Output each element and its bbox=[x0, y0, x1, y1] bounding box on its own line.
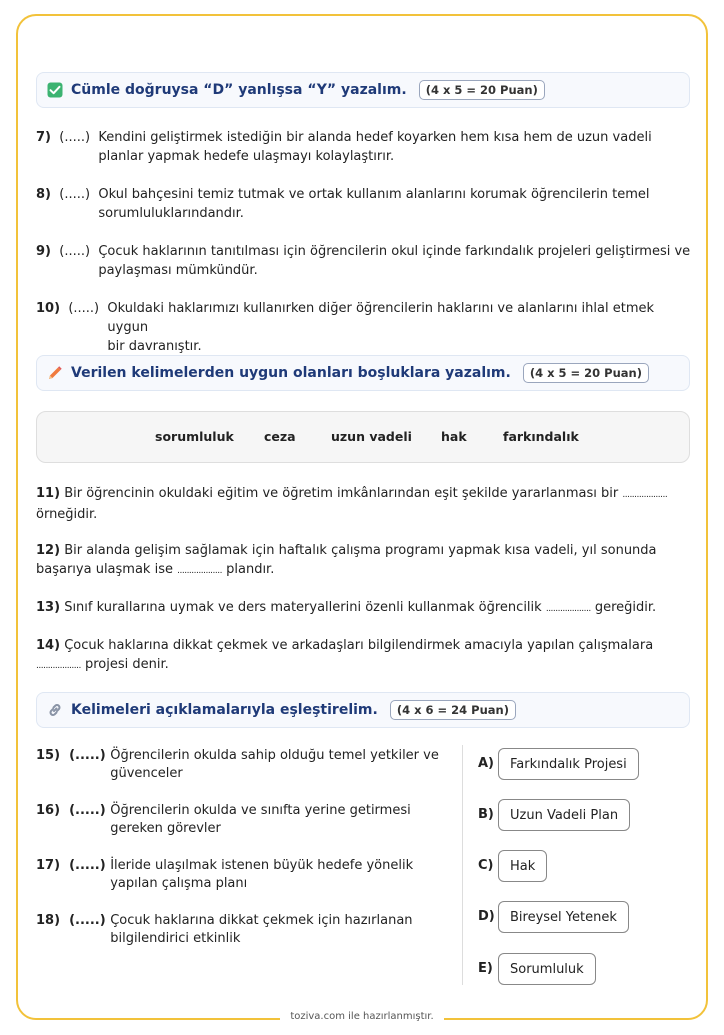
link-icon bbox=[47, 702, 63, 718]
option-letter: E) bbox=[478, 961, 493, 976]
question-number: 13) bbox=[36, 600, 61, 615]
option-box: Hak bbox=[498, 850, 547, 882]
option-letter: B) bbox=[478, 807, 494, 822]
points-badge: (4 x 5 = 20 Puan) bbox=[523, 363, 649, 383]
question-text: İleride ulaşılmak istenen büyük hedefe yönelik bbox=[110, 858, 414, 873]
question-16 bbox=[36, 802, 446, 838]
points-badge: (4 x 6 = 24 Puan) bbox=[390, 700, 516, 720]
footer bbox=[0, 1011, 724, 1022]
option-letter: C) bbox=[478, 858, 494, 873]
question-11 bbox=[36, 484, 696, 524]
question-text: paylaşması mümkündür. bbox=[98, 263, 258, 278]
option-box: Uzun Vadeli Plan bbox=[498, 799, 630, 831]
section-header-true-false bbox=[36, 72, 690, 108]
answer-blank[interactable]: (.....) bbox=[69, 748, 106, 763]
question-7 bbox=[36, 128, 696, 166]
question-text: Sınıf kurallarına uymak ve ders materyallerini özenli kullanmak öğrencilik bbox=[64, 600, 542, 615]
points-badge: (4 x 5 = 20 Puan) bbox=[419, 80, 545, 100]
section-header-fill-blanks bbox=[36, 355, 690, 391]
question-13 bbox=[36, 598, 696, 619]
question-text: sorumluluklarındandır. bbox=[98, 206, 244, 221]
option-letter: D) bbox=[478, 909, 495, 924]
question-14 bbox=[36, 636, 696, 676]
question-text: Okul bahçesini temiz tutmak ve ortak kullanım alanlarını korumak öğrencilerin temel bbox=[98, 187, 650, 202]
question-text: başarıya ulaşmak ise bbox=[36, 562, 173, 577]
question-text: örneğidir. bbox=[36, 507, 98, 522]
question-text: Çocuk haklarına dikkat çekmek için hazırlanan bbox=[110, 913, 413, 928]
word-bank-item: farkındalık bbox=[503, 429, 579, 444]
question-number: 18) bbox=[36, 913, 61, 928]
question-text: gereğidir. bbox=[594, 600, 657, 615]
answer-blank[interactable]: (.....) bbox=[69, 858, 106, 873]
question-text: güvenceler bbox=[110, 766, 183, 781]
question-text: Bir alanda gelişim sağlamak için haftalık çalışma programı yapmak kısa vadeli, yıl sonunda bbox=[64, 543, 657, 558]
question-number: 9) bbox=[36, 244, 51, 259]
question-text: projesi denir. bbox=[85, 657, 169, 672]
question-12 bbox=[36, 541, 696, 581]
option-box: Bireysel Yetenek bbox=[498, 901, 629, 933]
section-title: Kelimeleri açıklamalarıyla eşleştirelim. bbox=[71, 702, 378, 718]
section-title: Verilen kelimelerden uygun olanları boşluklara yazalım. bbox=[71, 365, 511, 381]
question-text: Bir öğrencinin okuldaki eğitim ve öğretim imkânlarından eşit şekilde yararlanması bir bbox=[64, 486, 619, 501]
question-text: bir davranıştır. bbox=[107, 339, 202, 354]
question-8 bbox=[36, 185, 696, 223]
question-text: Okuldaki haklarımızı kullanırken diğer öğrencilerin haklarını ve alanlarını ihlal etmek uygun bbox=[107, 301, 655, 335]
answer-blank[interactable]: ................... bbox=[36, 661, 81, 671]
question-18 bbox=[36, 912, 446, 948]
question-text: planlar yapmak hedefe ulaşmayı kolaylaştırır. bbox=[98, 149, 395, 164]
question-number: 15) bbox=[36, 748, 61, 763]
answer-blank[interactable]: (.....) bbox=[69, 803, 106, 818]
checkbox-icon bbox=[47, 82, 63, 98]
answer-blank[interactable]: ................... bbox=[622, 490, 668, 500]
answer-blank[interactable]: ................... bbox=[177, 566, 222, 576]
answer-blank[interactable]: (.....) bbox=[68, 301, 100, 316]
pencil-icon bbox=[47, 365, 63, 381]
question-9 bbox=[36, 242, 696, 280]
question-15 bbox=[36, 747, 446, 783]
question-number: 16) bbox=[36, 803, 61, 818]
option-box: Farkındalık Projesi bbox=[498, 748, 639, 780]
question-number: 7) bbox=[36, 130, 51, 145]
question-number: 11) bbox=[36, 486, 61, 501]
answer-blank[interactable]: (.....) bbox=[59, 187, 91, 202]
question-text: yapılan çalışma planı bbox=[110, 876, 248, 891]
question-text: bilgilendirici etkinlik bbox=[110, 931, 241, 946]
word-bank-item: hak bbox=[441, 429, 467, 444]
word-bank-item: ceza bbox=[264, 429, 296, 444]
answer-blank[interactable]: (.....) bbox=[59, 244, 91, 259]
question-text: plandır. bbox=[226, 562, 275, 577]
option-box: Sorumluluk bbox=[498, 953, 596, 985]
question-text: Kendini geliştirmek istediğin bir alanda hedef koyarken hem kısa hem de uzun vadeli bbox=[98, 130, 652, 145]
question-10 bbox=[36, 299, 696, 356]
answer-blank[interactable]: (.....) bbox=[69, 913, 106, 928]
question-number: 17) bbox=[36, 858, 61, 873]
word-bank bbox=[36, 411, 690, 463]
section-header-matching bbox=[36, 692, 690, 728]
footer-text: toziva.com ile hazırlanmıştır. bbox=[280, 1011, 443, 1022]
question-text: Öğrencilerin okulda ve sınıfta yerine getirmesi bbox=[110, 803, 411, 818]
question-number: 14) bbox=[36, 638, 61, 653]
answer-blank[interactable]: (.....) bbox=[59, 130, 91, 145]
answer-blank[interactable]: ................... bbox=[545, 604, 591, 614]
word-bank-item: uzun vadeli bbox=[331, 429, 412, 444]
question-number: 12) bbox=[36, 543, 61, 558]
question-number: 8) bbox=[36, 187, 51, 202]
question-text: Çocuk haklarına dikkat çekmek ve arkadaşları bilgilendirmek amacıyla yapılan çalışmalara bbox=[64, 638, 654, 653]
question-text: gereken görevler bbox=[110, 821, 221, 836]
question-17 bbox=[36, 857, 446, 893]
section-title: Cümle doğruysa “D” yanlışsa “Y” yazalım. bbox=[71, 82, 407, 98]
question-number: 10) bbox=[36, 301, 61, 316]
question-text: Öğrencilerin okulda sahip olduğu temel yetkiler ve bbox=[110, 748, 439, 763]
column-divider bbox=[462, 745, 463, 985]
question-text: Çocuk haklarının tanıtılması için öğrencilerin okul içinde farkındalık projeleri geliştirmesi ve bbox=[98, 244, 691, 259]
option-letter: A) bbox=[478, 756, 495, 771]
word-bank-item: sorumluluk bbox=[155, 429, 234, 444]
